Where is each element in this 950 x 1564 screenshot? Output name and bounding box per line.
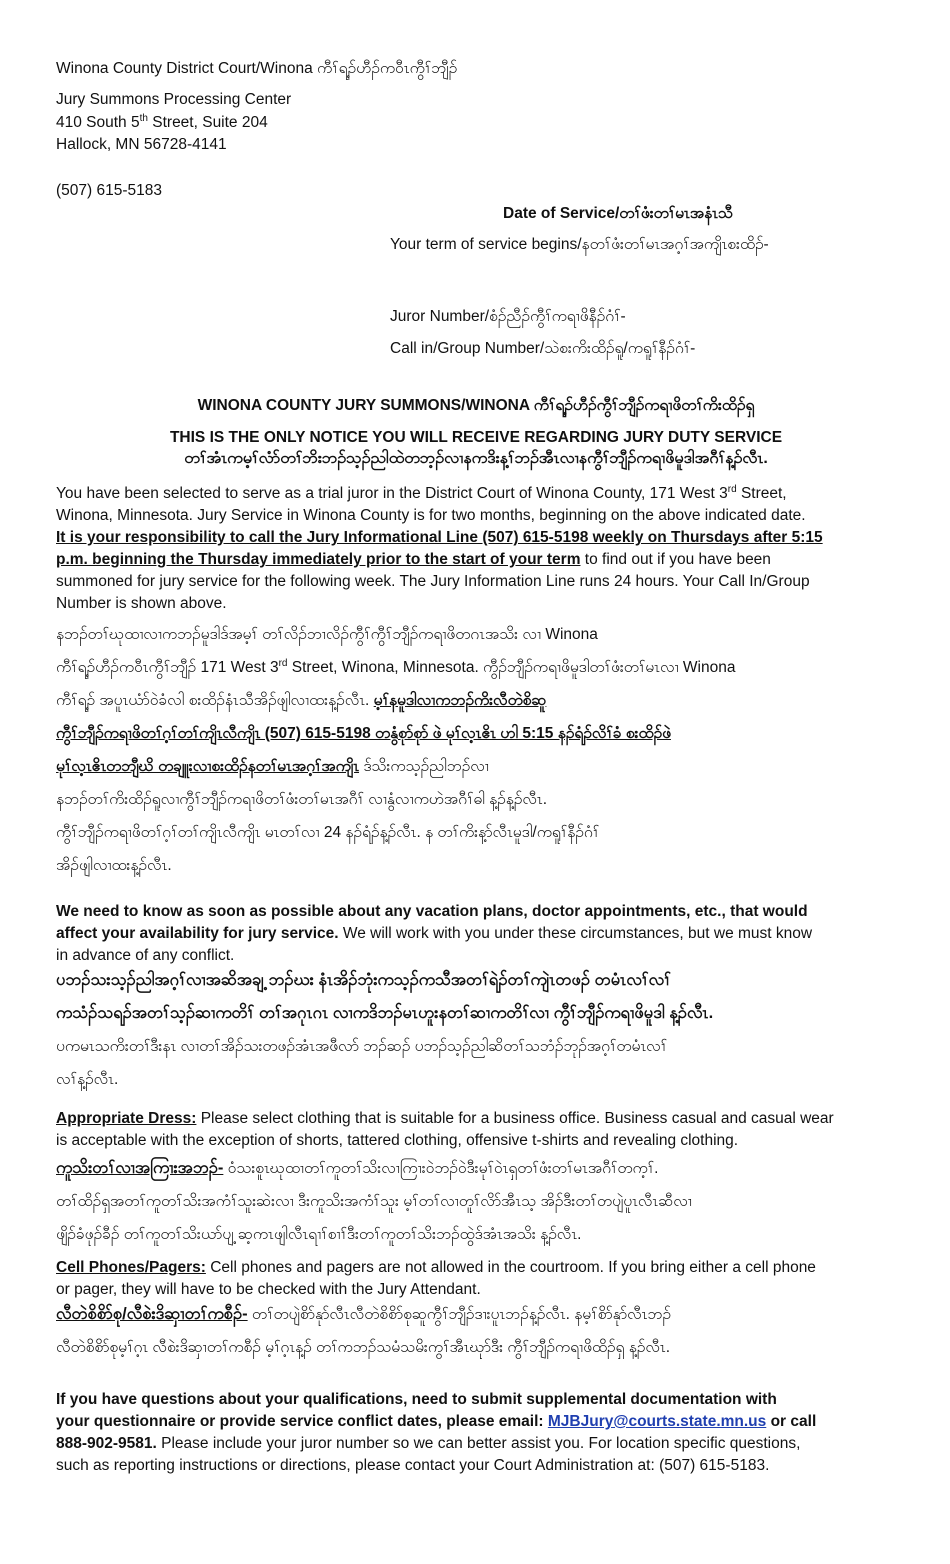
phones-paragraph: Cell Phones/Pagers: Cell phones and pagers are not allowed in the courtroom. If you bring either a cell phone or pager, they will have to be checked with the Jury Attendant. — [56, 1259, 816, 1298]
dress-label: Appropriate Dress: — [56, 1110, 197, 1127]
center-name: Jury Summons Processing Center — [56, 91, 292, 108]
dress-paragraph: Appropriate Dress: Please select clothing that is suitable for a business office. Business casual and casual wear is acceptable with the exception of shorts, tattered clothing, offensive t-shirts and revealing clothing. — [56, 1110, 834, 1149]
intro-paragraph: You have been selected to serve as a trial juror in the District Court of Winona County, 171 West 3rd Street, Winona, Minnesota. Jury Service in Winona County is for two months, beginning on the above indicated date. It is your responsibility to call the Jury Informational Line (507) 615-5198 weekly on Thursdays after 5:15 p.m. beginning the Thursday immediately prior to the start of your term to find out if you have been summoned for jury service for the following week. The Jury Information Line runs 24 hours. Your Call In/Group Number is shown above. — [56, 483, 896, 615]
call-in-group-number: Call in/Group Number/သဲစးကိးထိၣ်ရူ/ကရူၢ်နီၣ်ဂံၢ်- — [390, 340, 696, 357]
term-begins: Your term of service begins/နတၢ်ဖံးတၢ်မၤအဂ့ၢ်အကျိၤစးထိၣ်- — [390, 236, 769, 253]
street-address: 410 South 5th Street, Suite 204 — [56, 112, 268, 131]
intro-paragraph-karen: နဘၣ်တၢ်ဃုထၢလၢကဘၣ်မူဒါဒ်အမ့ၢ် တၢ်လိၣ်ဘၢလိၣ်ကွီၢ်ကွီၢ်ဘျီၣ်ကရၢဖိတဂၤအသိး လၢ Winona ကီၢ်ရ့ၣ်ဟီၣ်ကဝီၤကွီၢ်ဘျီၣ် 171 West 3rd Street, Winona, Minnesota. ကွီၣ်ဘျီၣ်ကရၢဖိမူဒါတၢ်ဖံးတၢ်မၤလၢ Winona ကီၢ်ရ့ၣ် အပူၤယံာ်ဝဲခံလါ စးထိၣ်နံၤသီအိၣ်ဖျါလၢထးန့ၣ်လီၤ. မ့ၢ်နမူဒါလၢကဘၣ်ကိးလီတဲစိဆူ ကွီၢ်ဘျီၣ်ကရၢဖိတၢ်ဂ့ၢ်တၢ်ကျိၤလီကျိၤ (507) 615-5198 တနွံစုာ်စုာ် ဖဲ မုၢ်လ့ၤဧိၤ ဟါ 5:15 နၣ်ရံၣ်လိၢ်ခံ စးထိၣ်ဖဲ မုၢ်လ့ၤဧိၤတဘျီဃိ တချူးလၢစးထိၣ်နတၢ်မၤအဂ့ၢ်အကျိၤ ဒ်သိးကသ့ၣ်ညါဘၣ်လၢ နဘၣ်တၢ်ကိးထိၣ်ရူလၢကွီၢ်ဘျီၣ်ကရၢဖိတၢ်ဖံးတၢ်မၤအဂီၢ် လၢနွံလၢကဟဲအဂီၢ်ဓါ န့ၣ်န့ၣ်လီၤ. ကွီၢ်ဘျီၣ်ကရၢဖိတၢ်ဂ့ၢ်တၢ်ကျိၤလီကျိၤ မၤတၢ်လၢ 24 နၣ်ရံၣ်န့ၣ်လီၤ. န တၢ်ကိးန့ာ်လီၤမူဒါ/ကရူၢ်နီၣ်ဂံၢ် အိၣ်ဖျါလၢထးန့ၣ်လီၤ. — [56, 626, 736, 874]
responsibility-notice: It is your responsibility to call the Jury Informational Line (507) 615-5198 weekly on Thursdays after 5:15 — [56, 529, 823, 546]
vacation-paragraph-karen: ပဘၣ်သးသ့ၣ်ညါအဂ့ၢ်လၢအဆိအချ့ ဘၣ်ဃး နံၤအိၣ်ဘုံးကသ့ၣ်ကသီအတၢ်ရဲၣ်တၢ်ကျဲၤတဖၣ် တမံၤလၢ်လၢ် ကသံၣ်သရၣ်အတၢ်သ့ၣ်ဆၢကတိၢ် တၢ်အဂုၤဂၤ လၢကဒိဘၣ်မၤဟူးနတၢ်ဆၢကတိၢ်လၢ ကွီၢ်ဘျီၣ်ကရၢဖိမူဒါ န့ၣ်လီၤ. ပကမၤသကိးတၢ်ဒီးနၤ လၢတၢ်အိၣ်သးတဖၣ်အံၤအဖီလာ် ဘၣ်ဆၣ် ပဘၣ်သ့ၣ်ညါဆိတၢ်သဘံၣ်ဘုၣ်အဂ့ၢ်တမံၤလၢ် လၢ်န့ၣ်လီၤ. — [56, 971, 714, 1088]
address-block — [56, 89, 896, 157]
email-link[interactable]: MJBJury@courts.state.mn.us — [547, 1413, 767, 1430]
phones-paragraph-karen: လီတဲစိစိာ်စု/လီစဲးဒိဆှၢတၢ်ကစီၣ်- တၢ်တပျဲစိာ်နုာ်လီၤလီတဲစိစိာ်စုဆူကွီၢ်ဘျီၣ်ဒၢးပူၤဘၣ်န့ၣ်လီၤ. နမ့ၢ်စိာ်နုာ်လီၤဘၣ် လီတဲစိစိာ်စုမ့ၢ်ဂ့ၤ လီစဲးဒိဆှၢတၢ်ကစီၣ် မ့ၢ်ဂ့ၤန့ၣ် တၢ်ကဘၣ်သမံသမိးကွၢ်အီၤဃုာ်ဒီး ကွီၢ်ဘျီၣ်ကရၢဖိထိၣ်ရှ န့ၣ်လီၤ. — [56, 1305, 671, 1356]
vacation-paragraph: We need to know as soon as possible about any vacation plans, doctor appointments, etc., that would affect your availability for jury service. We will work with you under these circumstances, but we must know in advance of any conflict. — [56, 903, 813, 964]
city-state-zip: Hallock, MN 56728-4141 — [56, 136, 227, 153]
phones-label: Cell Phones/Pagers: — [56, 1259, 206, 1276]
phone-block — [56, 180, 896, 201]
only-notice-heading: THIS IS THE ONLY NOTICE YOU WILL RECEIVE REGARDING JURY DUTY SERVICE — [169, 429, 783, 446]
only-notice-karen: တၢ်အံၤကမ့ၢ်လံာ်တၢ်ဘိးဘၣ်သ့ၣ်ညါထဲတဘ့ၣ်လၢနကဒိးန့ၢ်ဘၣ်အီၤလၢနကွီၢ်ဘျီၣ်ကရၢဖိမူဒါအဂီၢ်န့ၣ်လီၤ. — [184, 450, 768, 467]
court-phone: (507) 615-5183 — [56, 182, 162, 199]
court-name: Winona County District Court/Winona ကီၢ်ရ့ၣ်ဟီၣ်ကဝီၤကွီၢ်ဘျီၣ် — [56, 60, 458, 77]
dress-paragraph-karen: ကူသိးတၢ်လၢအကြၢးအဘၣ်- ဝံသးစူၤဃုထၢတၢ်ကူတၢ်သိးလၢကြၢးဝဲဘၣ်ဝဲဒီးမုၢ်ဝဲၤရှတၢ်ဖံးတၢ်မၤအဂီၢ်တက့ၢ်. တၢ်ထိၣ်ရှအတၢ်ကူတၢ်သိးအကံၢ်သူးဆဲးလၢ ဒီးကူသိးအကံၢ်သူး မ့ၢ်တၢ်လၢတူၢ်လိာ်အီၤသ့ အိၣ်ဒီးတၢ်တပျဲပူၤလီၤဆီလၢ ဖျိၣ်ခံဖုၣ်ခီၣ် တၢ်ကူတၢ်သိးယာ်ပျ့ ဆ့ကၤဖျါလီၤရၢၢ်စၢၢ်ဒီးတၢ်ကူတၢ်သိးဘၣ်ထွဲဒ်အံၤအသိး န့ၣ်လီၤ. — [56, 1159, 692, 1243]
contact-paragraph: If you have questions about your qualifications, need to submit supplemental documentation with your questionnaire or provide service conflict dates, please email: MJBJury@courts.state.mn.us or call 888-902-9581. Please include your juror number so we can better assist you. For location specific questions, such as reporting instructions or directions, please contact your Court Administration at: (507) 615-5183. — [56, 1391, 817, 1474]
toll-free-number: 888-902-9581. — [56, 1435, 157, 1452]
summons-title: WINONA COUNTY JURY SUMMONS/WINONA ကီၢ်ရ့ၣ်ဟီၣ်ကွီၢ်ဘျီၣ်ကရၢဖိတၢ်ကိးထိၣ်ရှ — [197, 397, 755, 414]
court-header — [56, 58, 896, 79]
service-date-title: Date of Service/တၢ်ဖံးတၢ်မၤအနံၤသီ — [503, 205, 733, 222]
juror-number: Juror Number/စံၣ်ညီၣ်ကွီၢ်ကရၢဖိနီၣ်ဂံၢ်- — [390, 308, 626, 325]
